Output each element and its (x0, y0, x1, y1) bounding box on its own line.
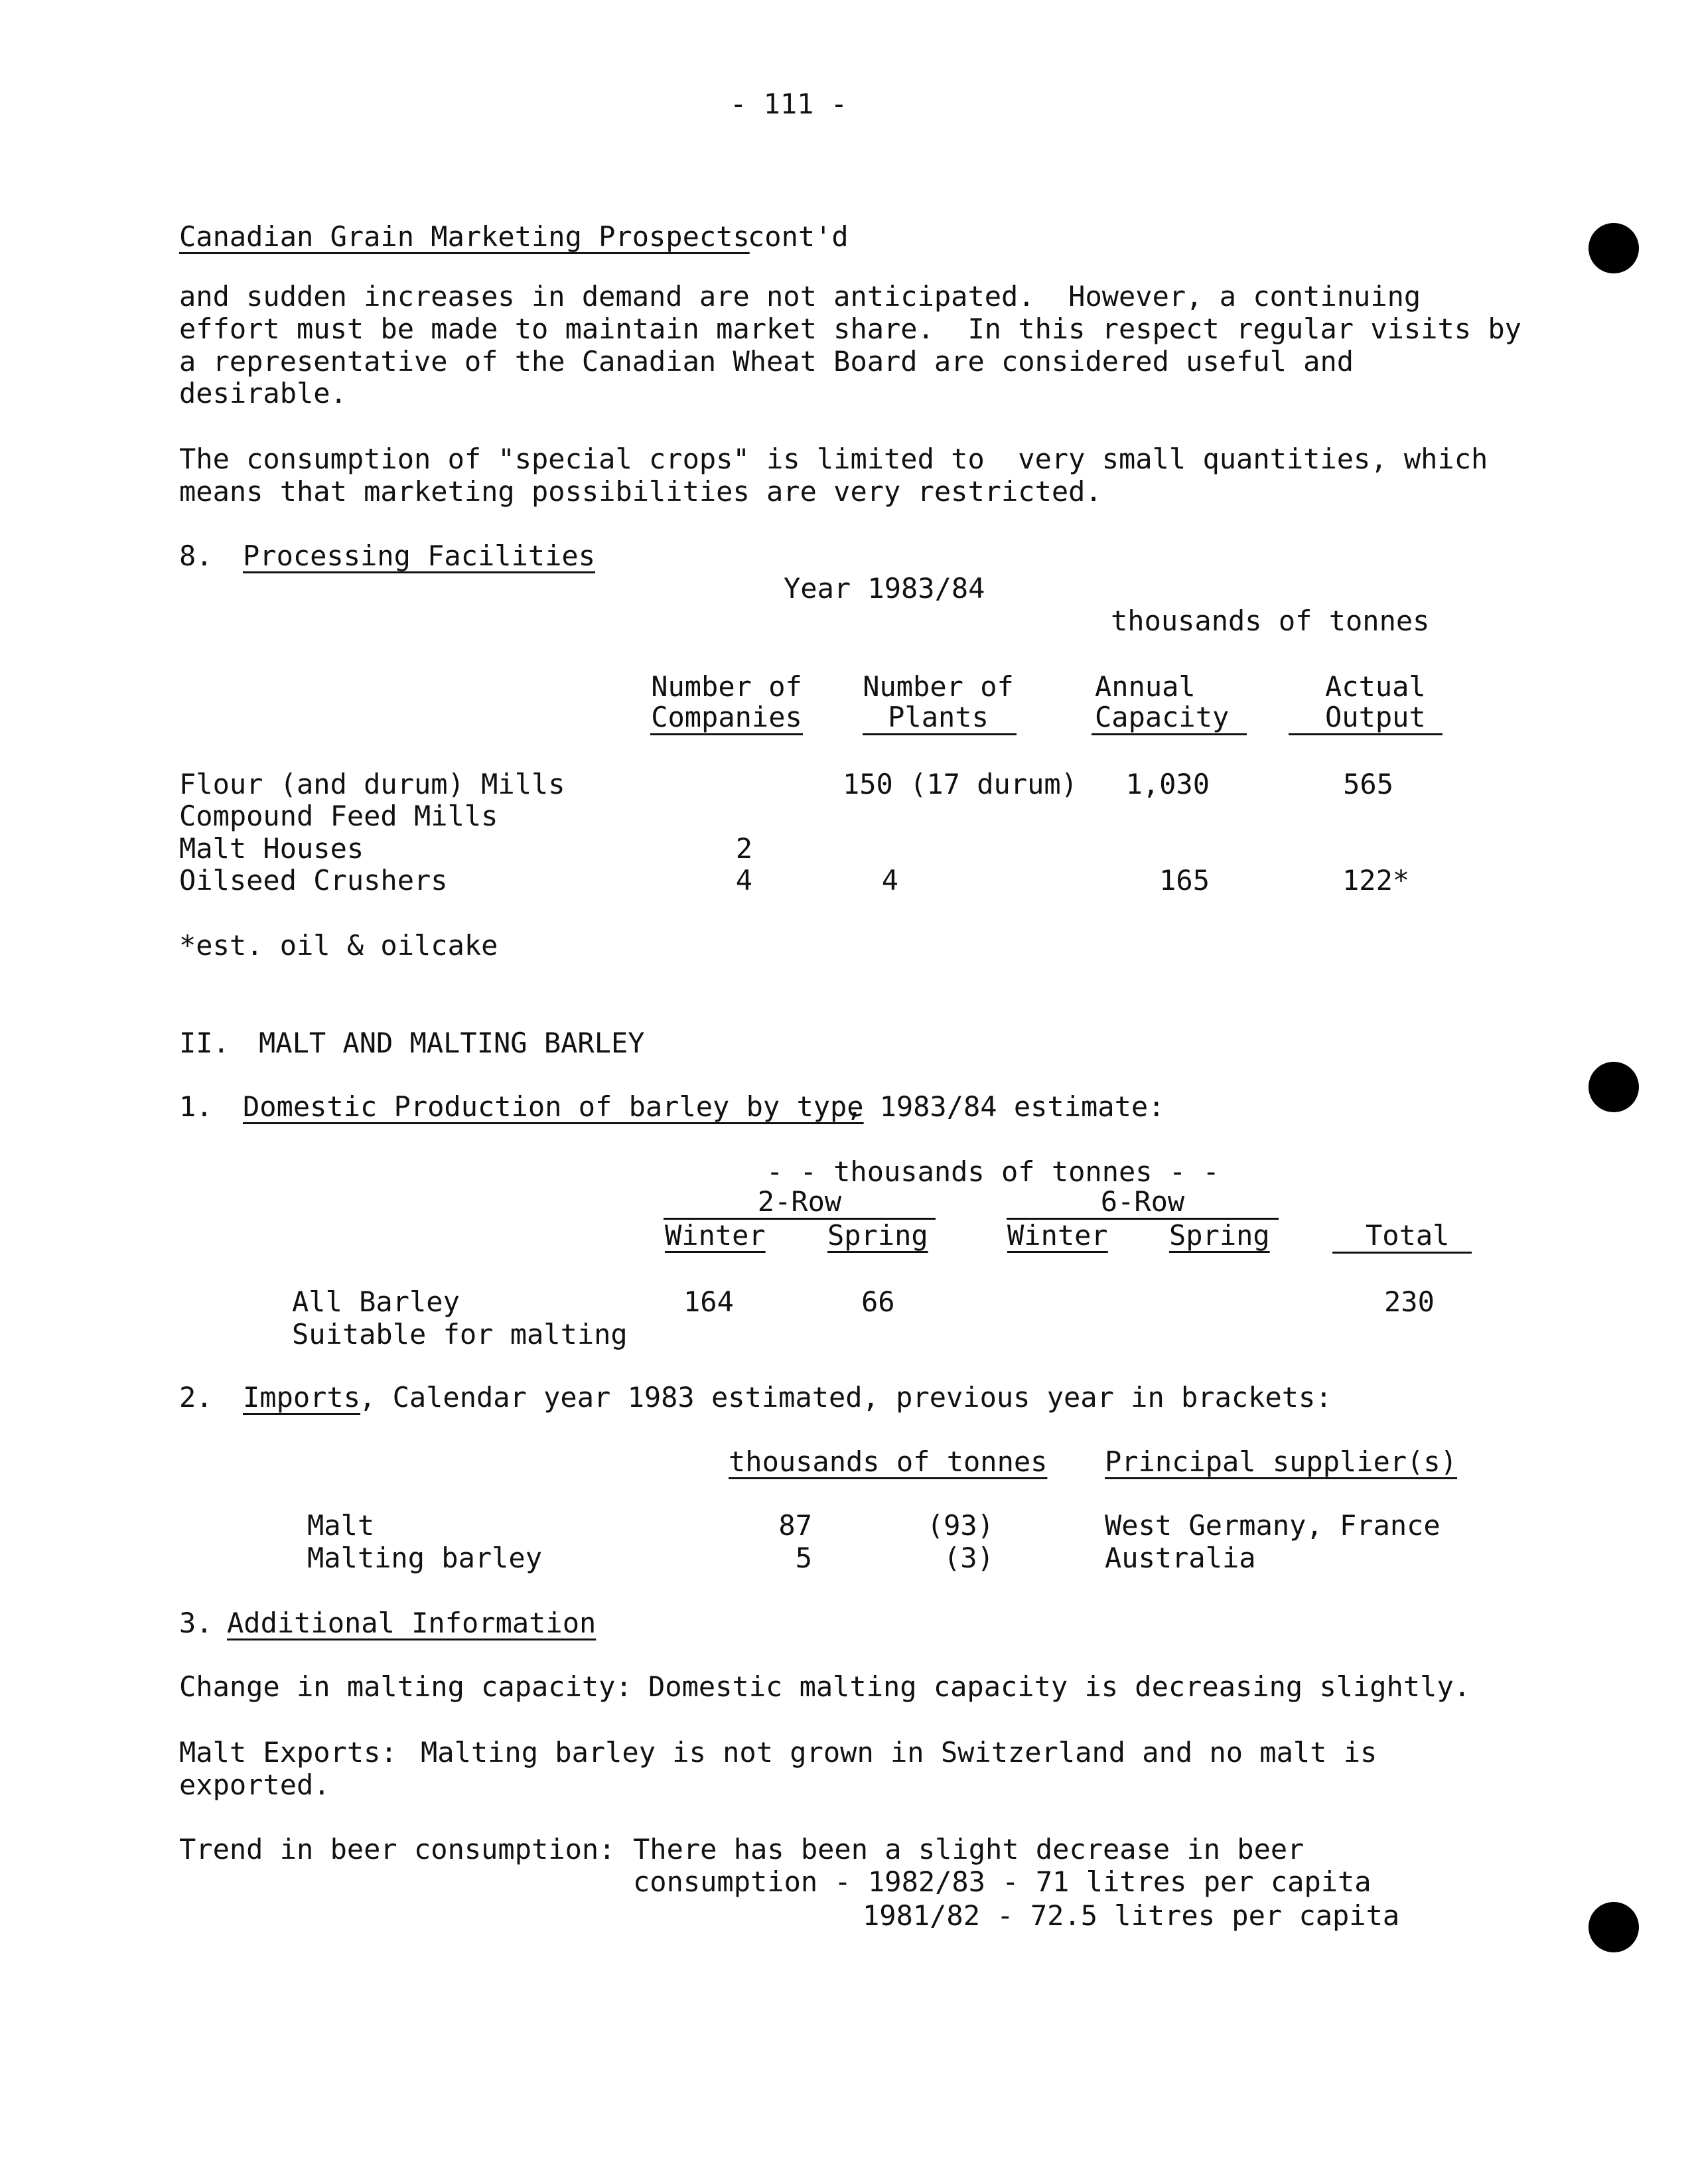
paragraph-line: and sudden increases in demand are not anticipated. However, a continuing (179, 280, 1421, 313)
table-cell-previous: (3) (944, 1542, 994, 1574)
group-2row: 2-Row (757, 1185, 842, 1218)
header-total-rule (1332, 1252, 1472, 1254)
malt-section-number: II. (179, 1027, 230, 1059)
capacity-text: Domestic malting capacity is decreasing slightly. (648, 1670, 1471, 1703)
table-row-label: Compound Feed Mills (179, 800, 498, 832)
exports-text-cont: exported. (179, 1769, 330, 1801)
domestic-number: 1. (179, 1090, 213, 1123)
beer-text: There has been a slight decrease in beer (633, 1833, 1304, 1865)
punch-hole-bottom (1588, 1902, 1639, 1952)
table-cell-companies: 2 (735, 832, 752, 865)
imports-suffix: , Calendar year 1983 estimated, previous year in brackets: (359, 1381, 1332, 1414)
table-cell-plants: 150 (17 durum) (842, 768, 1078, 800)
beer-label: Trend in beer consumption: (179, 1833, 616, 1865)
domestic-unit: - - thousands of tonnes - - (766, 1155, 1220, 1188)
header-output-2: Output (1325, 701, 1426, 733)
table-cell-current: 5 (795, 1542, 812, 1574)
header-spring-2row: Spring (827, 1219, 928, 1252)
capacity-label: Change in malting capacity: (179, 1670, 632, 1703)
header-quantity: thousands of tonnes (729, 1445, 1048, 1478)
section-heading: Canadian Grain Marketing Prospects (179, 220, 750, 253)
table-cell-output: 565 (1343, 768, 1393, 800)
header-output-1: Actual (1325, 670, 1426, 703)
table-cell-output: 122* (1342, 864, 1410, 897)
paragraph-line: desirable. (179, 377, 347, 409)
processing-year: Year 1983/84 (784, 572, 985, 605)
table-cell-supplier: Australia (1105, 1542, 1256, 1574)
table-row-label: Oilseed Crushers (179, 864, 448, 897)
beer-text-cont: 1981/82 - 72.5 litres per capita (863, 1899, 1400, 1932)
page-number: - 111 - (730, 88, 848, 120)
paragraph-line: The consumption of "special crops" is limited to very small quantities, which (179, 443, 1488, 475)
table-row-label: All Barley (292, 1285, 460, 1318)
table-cell-current: 87 (778, 1509, 812, 1542)
paragraph-line: a representative of the Canadian Wheat Board are considered useful and (179, 345, 1354, 378)
domestic-title: Domestic Production of barley by type (243, 1090, 864, 1123)
table-row-label: Malt (307, 1509, 375, 1542)
imports-number: 2. (179, 1381, 213, 1414)
malt-section-title: MALT AND MALTING BARLEY (259, 1027, 645, 1059)
header-plants-rule (863, 733, 1017, 735)
paragraph-line: means that marketing possibilities are very restricted. (179, 475, 1102, 508)
header-winter-2row: Winter (665, 1219, 766, 1252)
beer-text-cont: consumption - 1982/83 - 71 litres per capita (633, 1865, 1372, 1898)
header-companies-1: Number of (651, 670, 802, 703)
imports-title: Imports (243, 1381, 361, 1414)
punch-hole-middle (1588, 1062, 1639, 1112)
table-cell-supplier: West Germany, France (1105, 1509, 1441, 1542)
table-cell-companies: 4 (735, 864, 752, 897)
header-total: Total (1366, 1219, 1450, 1252)
header-output-rule (1289, 733, 1443, 735)
table-row-label: Suitable for malting (292, 1318, 628, 1350)
group-6row: 6-Row (1100, 1185, 1185, 1218)
exports-label: Malt Exports: (179, 1736, 397, 1769)
additional-title: Additional Information (227, 1607, 597, 1639)
table-cell-capacity: 1,030 (1125, 768, 1210, 800)
header-winter-6row: Winter (1007, 1219, 1108, 1252)
paragraph-line: effort must be made to maintain market share. In this respect regular visits by (179, 313, 1521, 345)
header-spring-6row: Spring (1169, 1219, 1270, 1252)
header-plants-1: Number of (863, 670, 1014, 703)
section-heading-suffix: cont'd (748, 220, 849, 253)
processing-unit: thousands of tonnes (1111, 605, 1430, 637)
table-row-label: Flour (and durum) Mills (179, 768, 565, 800)
table-row-label: Malting barley (307, 1542, 543, 1574)
table-cell-previous: (93) (926, 1509, 994, 1542)
table-cell-capacity: 165 (1159, 864, 1210, 897)
processing-footnote: *est. oil & oilcake (179, 929, 498, 962)
header-plants-2: Plants (888, 701, 989, 733)
header-supplier: Principal supplier(s) (1105, 1445, 1458, 1478)
table-cell-winter-2row: 164 (683, 1285, 734, 1318)
table-row-label: Malt Houses (179, 832, 364, 865)
domestic-suffix: , 1983/84 estimate: (846, 1090, 1165, 1123)
header-companies-2: Companies (651, 701, 802, 733)
processing-title: Processing Facilities (243, 540, 596, 572)
table-cell-spring-2row: 66 (861, 1285, 895, 1318)
table-cell-total: 230 (1384, 1285, 1435, 1318)
header-capacity-1: Annual (1095, 670, 1196, 703)
header-companies-rule (650, 733, 803, 735)
exports-text: Malting barley is not grown in Switzerland and no malt is (421, 1736, 1377, 1769)
header-capacity-rule (1092, 733, 1247, 735)
table-cell-plants: 4 (881, 864, 898, 897)
additional-number: 3. (179, 1607, 213, 1639)
processing-number: 8. (179, 540, 213, 572)
header-capacity-2: Capacity (1095, 701, 1230, 733)
punch-hole-top (1588, 223, 1639, 273)
